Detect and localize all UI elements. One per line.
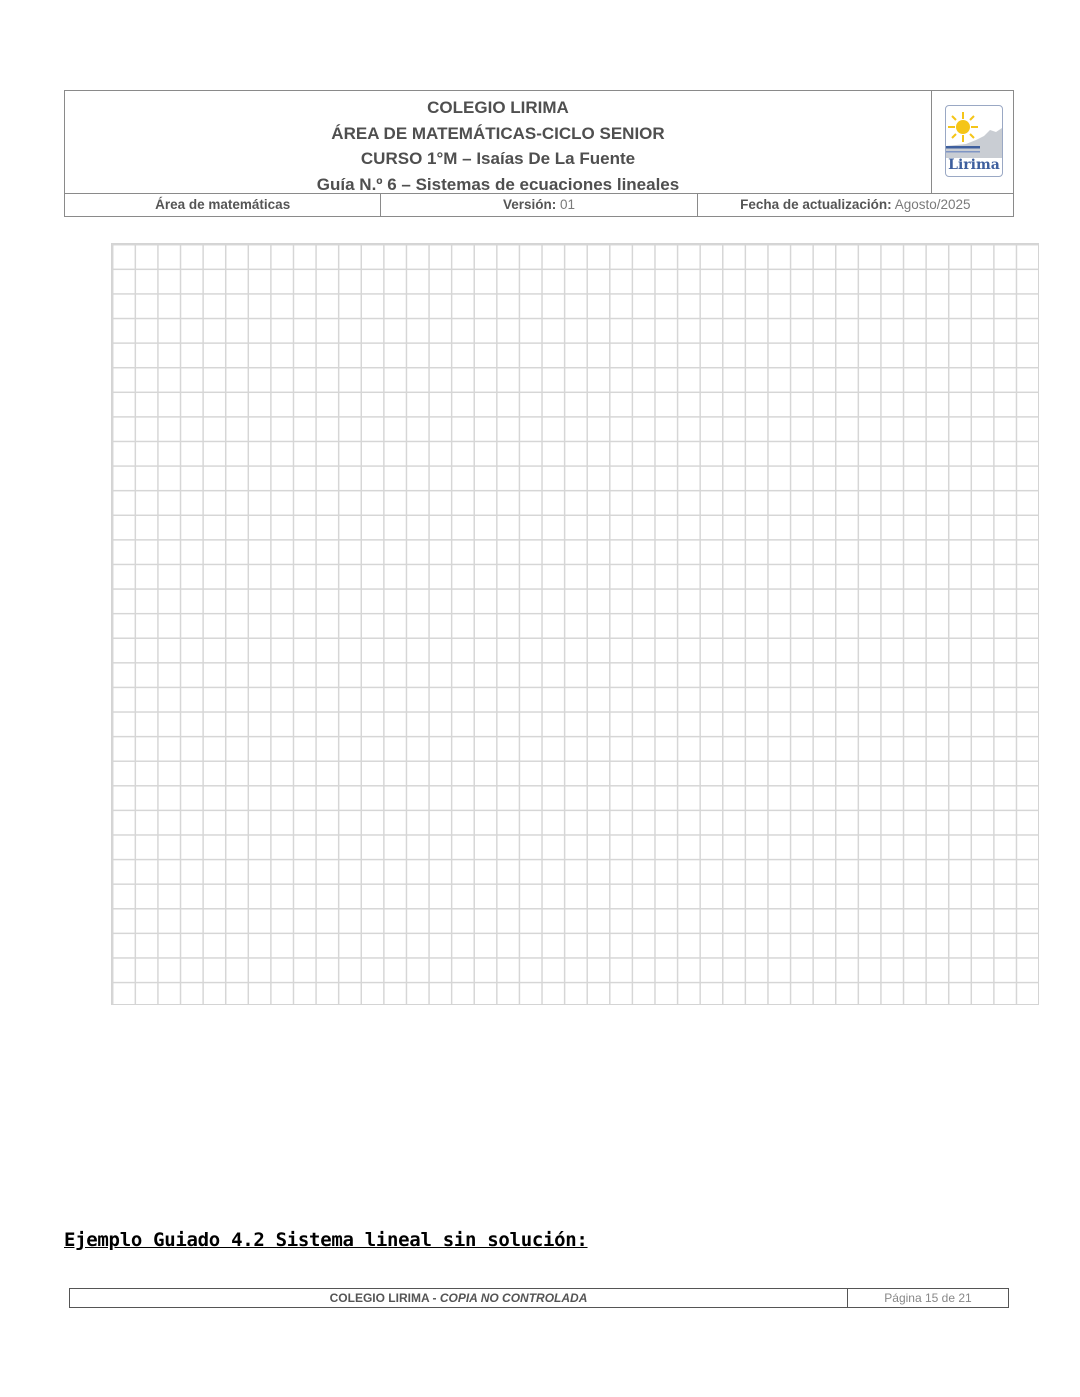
department-name: ÁREA DE MATEMÁTICAS-CICLO SENIOR [331, 123, 665, 143]
version-cell [380, 194, 696, 216]
logo-cell [931, 91, 1014, 193]
footer-school: COLEGIO LIRIMA - [329, 1291, 440, 1305]
header-info-row [65, 193, 1013, 216]
date-label: Fecha de actualización: [740, 197, 892, 212]
version-label: Versión: [502, 197, 557, 212]
school-logo [945, 105, 1003, 177]
area-cell [65, 194, 380, 216]
date-value: Agosto/2025 [894, 197, 971, 212]
document-footer [69, 1288, 1009, 1308]
header-title-block [65, 91, 931, 193]
version-value: 01 [560, 197, 576, 212]
footer-left [70, 1289, 848, 1307]
guide-title: Guía N.º 6 – Sistemas de ecuaciones lineales [316, 174, 680, 194]
area-label: Área de matemáticas [155, 197, 291, 212]
document-header [64, 90, 1014, 217]
course-name: CURSO 1°M – Isaías De La Fuente [360, 149, 636, 168]
graph-paper-grid [111, 243, 1039, 1005]
page-number: Página 15 de 21 [884, 1291, 972, 1305]
logo-text: Lirima [948, 157, 1000, 173]
section-heading: Ejemplo Guiado 4.2 Sistema lineal sin solución: [64, 1229, 588, 1251]
school-name: COLEGIO LIRIMA [427, 98, 569, 117]
footer-copy-notice: COPIA NO CONTROLADA [439, 1291, 588, 1305]
date-cell [697, 194, 1013, 216]
